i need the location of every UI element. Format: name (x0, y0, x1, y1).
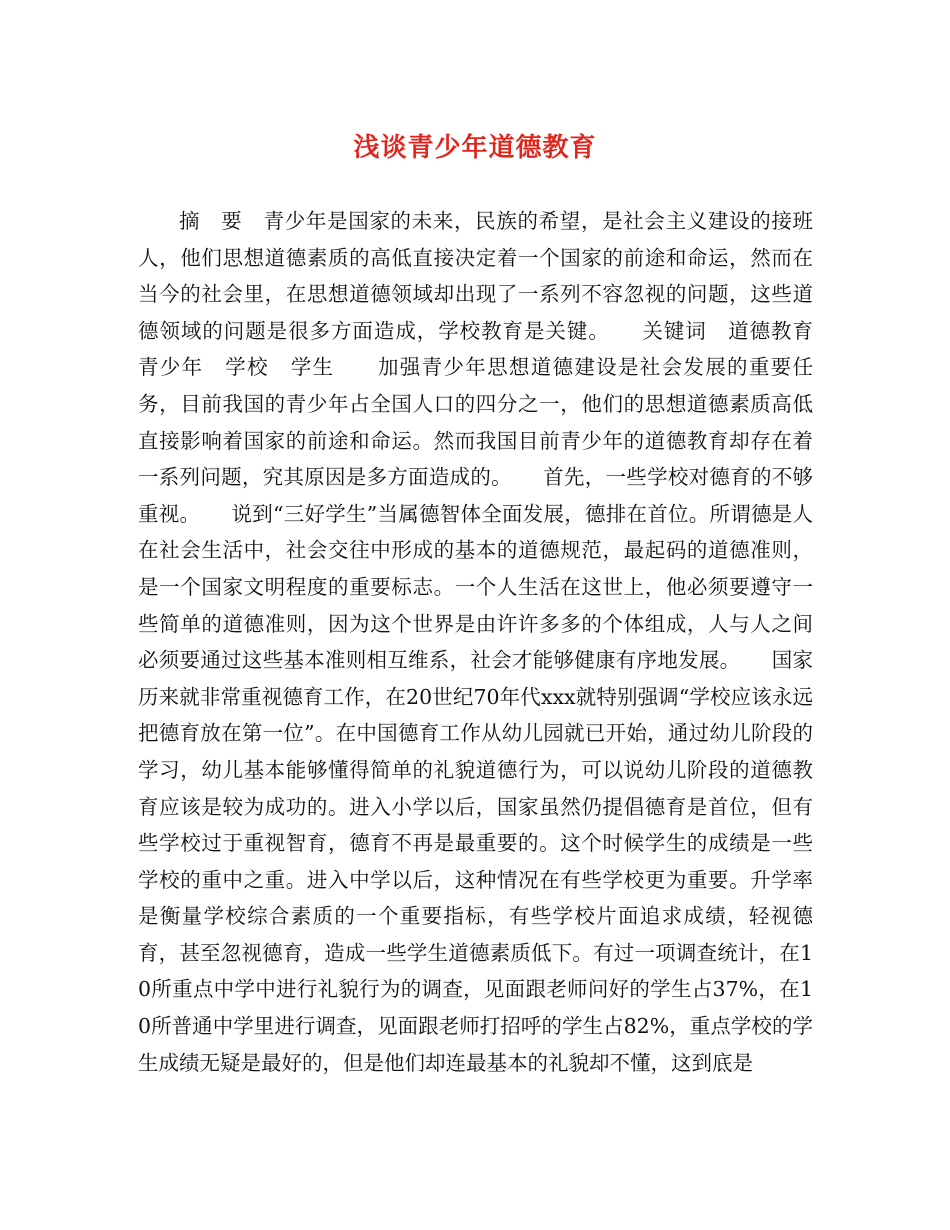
document-title: 浅谈青少年道德教育 (353, 133, 597, 163)
document-body-paragraph: 摘 要 青少年是国家的未来，民族的希望，是社会主义建设的接班人，他们思想道德素质的高低直接决定着一个国家的前途和命运，然而在当今的社会里，在思想道德领域却出现了一系列不容忽视的问题，这些道德领域的问题是很多方面造成，学校教育是关键。 关键词 道德教育 青少年 学校 学生 加强青少年思想道德建设是社会发展的重要任务，目前我国的青少年占全国人口的四分之一，他们的思想道德素质高低直接影响着国家的前途和命运。然而我国目前青少年的道德教育却存在着一系列问题，究其原因是多方面造成的。 首先，一些学校对德育的不够重视。 说到“三好学生”当属德智体全面发展，德排在首位。所谓德是人在社会生活中，社会交往中形成的基本的道德规范，最起码的道德准则，是一个国家文明程度的重要标志。一个人生活在这世上，他必须要遵守一些简单的道德准则，因为这个世界是由许许多多的个体组成，人与人之间必须要通过这些基本准则相互维系，社会才能够健康有序地发展。 国家历来就非常重视德育工作，在20世纪70年代xxx就特别强调“学校应该永远把德育放在第一位”。在中国德育工作从幼儿园就已开始，通过幼儿阶段的学习，幼儿基本能够懂得简单的礼貌道德行为，可以说幼儿阶段的道德教育应该是较为成功的。进入小学以后，国家虽然仍提倡德育是首位，但有些学校过于重视智育，德育不再是最重要的。这个时候学生的成绩是一些学校的重中之重。进入中学以后，这种情况在有些学校更为重要。升学率是衡量学校综合素质的一个重要指标，有些学校片面追求成绩，轻视德育，甚至忽视德育，造成一些学生道德素质低下。有过一项调查统计，在10所重点中学中进行礼貌行为的调查，见面跟老师问好的学生占37%，在10所普通中学里进行调查，见面跟老师打招呼的学生占82%，重点学校的学生成绩无疑是最好的，但是他们却连最基本的礼貌却不懂，这到底是 (138, 209, 834, 1075)
